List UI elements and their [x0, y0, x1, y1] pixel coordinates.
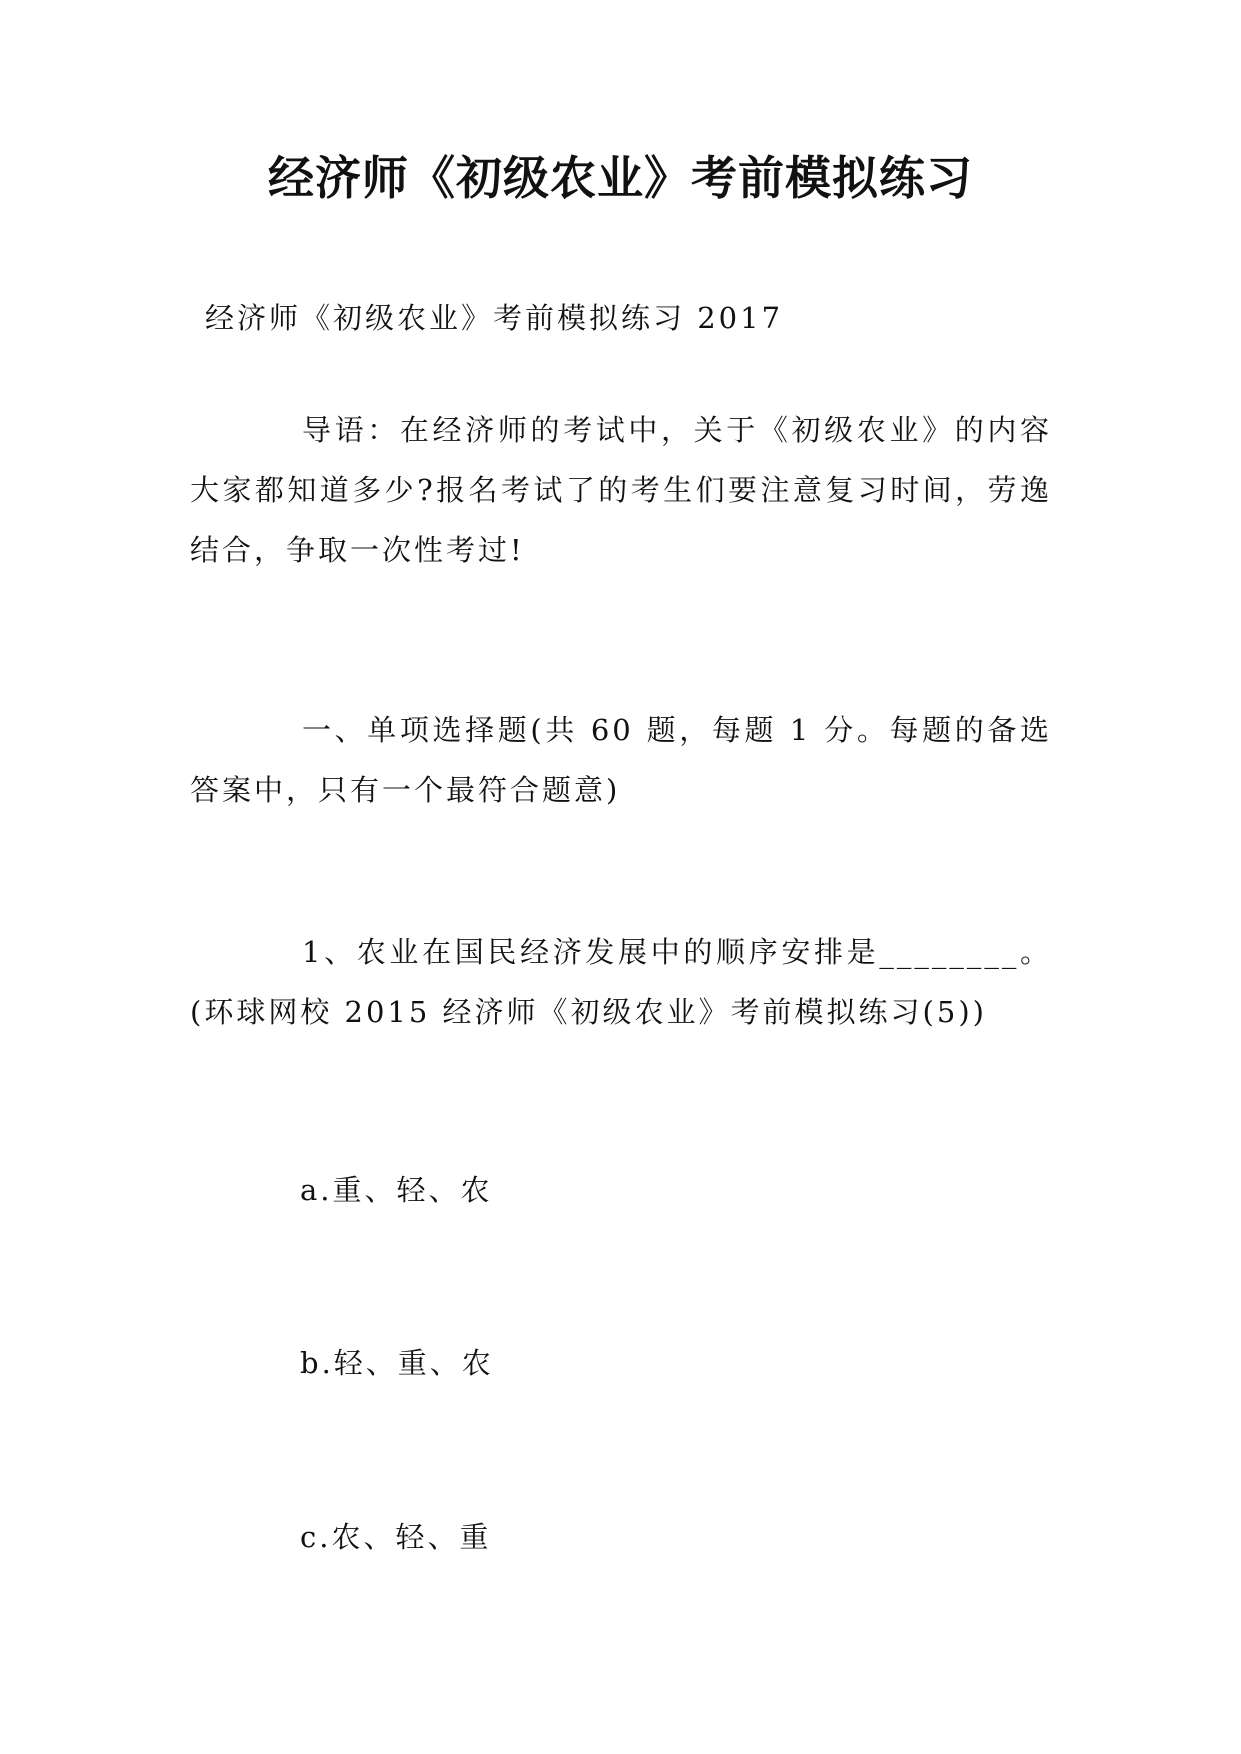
option-b: b.轻、重、农 — [300, 1346, 494, 1380]
intro-paragraph: 导语：在经济师的考试中，关于《初级农业》的内容大家都知道多少?报名考试了的考生们要注意复习时间，劳逸结合，争取一次性考过! — [190, 413, 1052, 567]
document-title: 经济师《初级农业》考前模拟练习 — [268, 151, 973, 205]
section-heading: 一、单项选择题(共 60 题，每题 1 分。每题的备选答案中，只有一个最符合题意) — [190, 713, 1052, 807]
option-a: a.重、轻、农 — [300, 1173, 493, 1207]
question-1: 1、农业在国民经济发展中的顺序安排是________。(环球网校 2015 经济师《初级农业》考前模拟练习(5)) — [190, 935, 1052, 1029]
document-subtitle: 经济师《初级农业》考前模拟练习 2017 — [205, 301, 784, 335]
option-c: c.农、轻、重 — [300, 1520, 492, 1554]
